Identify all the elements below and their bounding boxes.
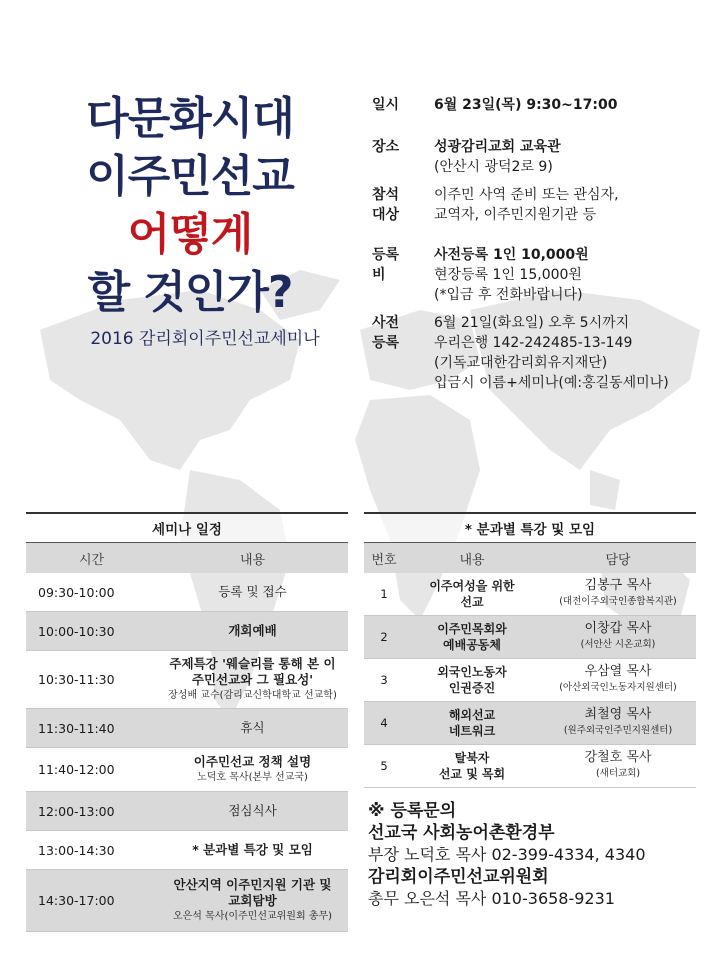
contact-org: 감리회이주민선교위원회 <box>368 867 549 887</box>
schedule-time: 10:30-11:30 <box>26 651 157 709</box>
info-audience-line: 이주민 사역 준비 또는 관심자, <box>434 187 619 203</box>
session-leader: 강철호 목사 <box>584 750 652 765</box>
table-row <box>26 612 348 651</box>
session-org: (대전이주외국인종합복지관) <box>559 596 677 607</box>
info-fee-line: 사전등록 1인 10,000원 <box>434 247 589 263</box>
table-row <box>26 709 348 748</box>
table-row <box>26 870 348 932</box>
session-topic: 외국인노동자 <box>437 665 507 679</box>
session-topic: 네트워크 <box>448 724 496 738</box>
schedule-table <box>26 512 348 932</box>
contact-org: 선교국 사회농어촌환경부 <box>368 823 555 843</box>
info-fee-line: (*입금 후 전화바랍니다) <box>434 287 583 303</box>
session-org: (아산외국인노동자지원센터) <box>559 682 677 693</box>
info-fee-line: 현장등록 1인 15,000원 <box>434 267 582 283</box>
sessions-header-number: 번호 <box>364 543 404 574</box>
session-topic: 예배공동체 <box>443 638 501 652</box>
info-prereg-label: 사전 <box>372 315 400 331</box>
info-audience-label: 대상 <box>372 207 400 223</box>
session-number: 5 <box>364 745 404 788</box>
schedule-activity: 휴식 <box>240 720 265 735</box>
sessions-table <box>364 512 696 788</box>
info-audience-line: 교역자, 이주민지원기관 등 <box>434 207 597 223</box>
session-leader: 우삼열 목사 <box>584 664 652 679</box>
title-line-1: 다문화시대 <box>86 93 294 144</box>
schedule-time: 10:00-10:30 <box>26 612 157 651</box>
table-row <box>26 573 348 612</box>
title-block <box>40 90 340 322</box>
session-topic: 선교 <box>460 595 484 609</box>
sessions-caption: * 분과별 특강 및 모임 <box>364 513 696 543</box>
schedule-activity: 점심식사 <box>228 803 277 818</box>
schedule-time: 09:30-10:00 <box>26 573 157 612</box>
table-row <box>364 702 696 745</box>
title-line-4: 할 것인가? <box>87 267 293 318</box>
session-org: (서안산 시온교회) <box>580 639 656 650</box>
info-place-label: 장소 <box>372 139 400 155</box>
schedule-activity: 개회예배 <box>228 623 277 638</box>
info-prereg-label: 등록 <box>372 335 400 351</box>
info-place-line: (안산시 광덕2로 9) <box>434 159 553 175</box>
session-topic: 인권증진 <box>448 681 496 695</box>
info-fee-label: 비 <box>372 267 386 283</box>
schedule-activity: 이주민선교 정책 설명 <box>193 753 312 769</box>
session-topic: 해외선교 <box>448 708 496 722</box>
info-prereg-line: 우리은행 142-242485-13-149 <box>434 335 633 351</box>
info-prereg-line: (기독교대한감리회유지재단) <box>434 355 608 371</box>
schedule-activity: * 분과별 특강 및 모임 <box>192 842 313 857</box>
schedule-speaker: 노덕호 목사(본부 선교국) <box>197 771 308 783</box>
info-audience <box>372 185 712 245</box>
session-topic: 이주민목회와 <box>437 622 507 636</box>
schedule-time: 12:00-13:00 <box>26 792 157 831</box>
info-fee <box>372 245 712 313</box>
table-row <box>26 792 348 831</box>
sessions-header-content: 내용 <box>404 543 540 574</box>
schedule-caption: 세미나 일정 <box>26 513 348 543</box>
contact-block <box>368 800 708 910</box>
info-date <box>372 95 712 137</box>
schedule-activity: 등록 및 접수 <box>218 584 287 599</box>
session-number: 4 <box>364 702 404 745</box>
schedule-speaker: 오은석 목사(이주민선교위원회 총무) <box>172 910 333 922</box>
subtitle: 2016 감리회이주민선교세미나 <box>90 329 320 349</box>
info-audience-label: 참석 <box>372 187 400 203</box>
schedule-time: 13:00-14:30 <box>26 831 157 870</box>
schedule-speaker: 장성배 교수(감리교신학대학교 선교학) <box>168 689 337 701</box>
table-row <box>364 573 696 616</box>
event-info <box>372 95 712 393</box>
session-leader: 김봉구 목사 <box>584 578 652 593</box>
schedule-activity: 주제특강 '웨슬리를 통해 본 이주민선교와 그 필요성' <box>169 655 336 687</box>
session-number: 2 <box>364 616 404 659</box>
info-prereg <box>372 313 712 393</box>
schedule-time: 11:40-12:00 <box>26 748 157 792</box>
schedule-activity: 안산지역 이주민지원 기관 및 교회탐방 <box>173 876 332 908</box>
table-row <box>364 616 696 659</box>
contact-line: 부장 노덕호 목사 02-399-4334, 4340 <box>368 845 646 864</box>
session-number: 1 <box>364 573 404 616</box>
session-number: 3 <box>364 659 404 702</box>
session-topic: 선교 및 목회 <box>438 767 506 781</box>
session-topic: 탈북자 <box>454 751 490 765</box>
schedule-time: 14:30-17:00 <box>26 870 157 932</box>
info-place <box>372 137 712 185</box>
table-row <box>26 651 348 709</box>
info-place-line: 성광감리교회 교육관 <box>434 139 561 155</box>
info-prereg-line: 6월 21일(화요일) 오후 5시까지 <box>434 315 630 331</box>
table-row <box>26 748 348 792</box>
info-prereg-line: 입금시 이름+세미나(예:홍길동세미나) <box>434 375 669 391</box>
table-row <box>26 831 348 870</box>
title-line-3: 어떻게 <box>127 209 253 260</box>
session-topic: 이주여성을 위한 <box>429 579 515 593</box>
contact-line: 총무 오은석 목사 010-3658-9231 <box>368 889 615 908</box>
info-fee-label: 등록 <box>372 247 400 263</box>
title-line-2: 이주민선교 <box>86 151 294 202</box>
table-row <box>364 745 696 788</box>
session-org: (원주외국인주민지원센터) <box>563 725 673 736</box>
session-leader: 이창갑 목사 <box>584 621 652 636</box>
session-leader: 최철영 목사 <box>584 707 652 722</box>
schedule-header-content: 내용 <box>157 543 348 574</box>
session-org: (새터교회) <box>595 768 641 779</box>
table-row <box>364 659 696 702</box>
schedule-header-time: 시간 <box>26 543 157 574</box>
info-date-label: 일시 <box>372 97 400 113</box>
info-date-value: 6월 23일(목) 9:30~17:00 <box>434 97 618 113</box>
schedule-time: 11:30-11:40 <box>26 709 157 748</box>
sessions-header-leader: 담당 <box>540 543 696 574</box>
contact-title: ※ 등록문의 <box>368 801 457 821</box>
